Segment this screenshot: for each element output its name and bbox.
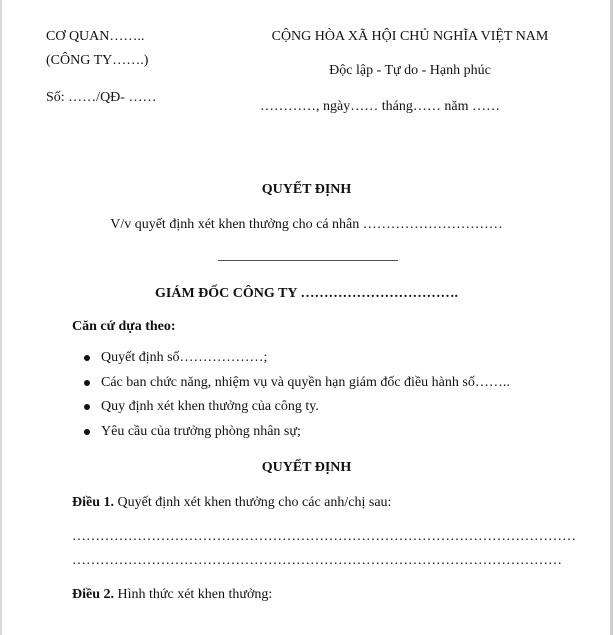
article-2-label: Điều 2. <box>72 587 114 602</box>
list-item <box>84 349 510 374</box>
bullet-icon <box>84 404 90 410</box>
dotted-line-2: …………………………………………………………………………………………… <box>72 553 562 568</box>
title-divider <box>218 260 398 261</box>
basis-item-text: Các ban chức năng, nhiệm vụ và quyền hạn giám đốc điều hành số…….. <box>101 374 510 390</box>
document-subject: V/v quyết định xét khen thưởng cho cá nhân ………………………… <box>110 217 503 232</box>
basis-item-text: Quyết định số………………; <box>101 350 268 365</box>
country-name: CỘNG HÒA XÃ HỘI CHỦ NGHĨA VIỆT NAM <box>271 29 549 44</box>
national-motto: Độc lập - Tự do - Hạnh phúc <box>329 63 491 78</box>
article-1-label: Điều 1. <box>72 495 114 510</box>
document-title: QUYẾT ĐỊNH <box>261 182 352 197</box>
article-1-text: Quyết định xét khen thưởng cho các anh/chị sau: <box>114 495 392 510</box>
bullet-icon <box>84 355 90 361</box>
bullet-icon <box>84 429 90 435</box>
article-2 <box>72 586 272 604</box>
place-date: …………, ngày…… tháng…… năm …… <box>260 99 500 114</box>
decision-heading: QUYẾT ĐỊNH <box>261 460 352 475</box>
dotted-line-1: ……………………………………………………………………………………………… <box>72 529 576 544</box>
article-1 <box>72 494 391 512</box>
page-left-edge <box>0 0 2 635</box>
list-item <box>84 398 510 423</box>
org-line2: (CÔNG TY…….) <box>46 53 149 68</box>
basis-item-text: Yêu cầu của trưởng phòng nhân sự; <box>101 423 301 439</box>
authority-heading: GIÁM ĐỐC CÔNG TY ……………………………. <box>155 286 458 301</box>
basis-label: Căn cứ dựa theo: <box>72 319 176 334</box>
doc-number: Số: ……/QĐ- …… <box>46 90 157 105</box>
basis-list <box>84 349 510 447</box>
list-item <box>84 423 510 448</box>
bullet-icon <box>84 380 90 386</box>
list-item <box>84 374 510 399</box>
org-line1: CƠ QUAN…….. <box>46 29 145 44</box>
basis-item-text: Quy định xét khen thưởng của công ty. <box>101 399 319 414</box>
article-2-text: Hình thức xét khen thưởng: <box>114 587 273 602</box>
